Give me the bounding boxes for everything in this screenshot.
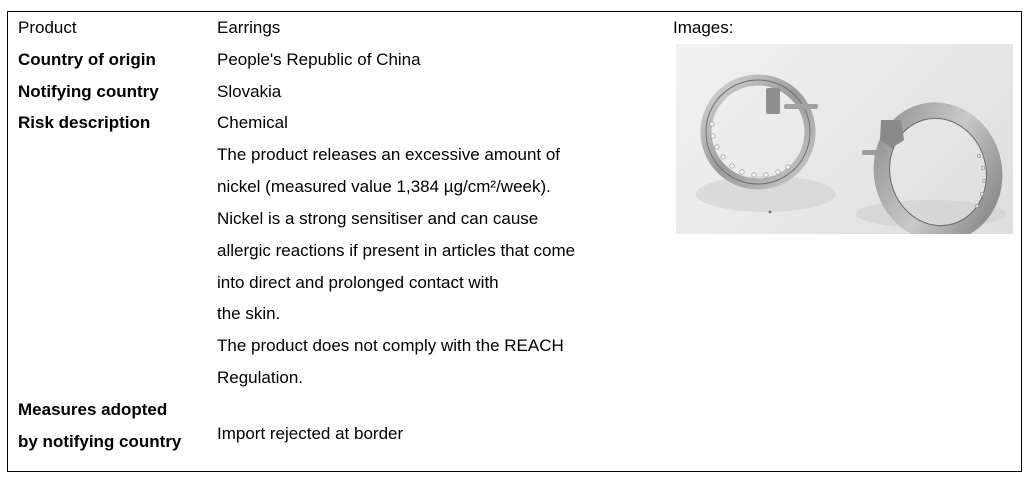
earrings-icon [676,44,1013,234]
risk-line: Nickel is a strong sensitiser and can cause [217,209,539,228]
risk-line: The product releases an excessive amount of [217,145,561,164]
measures-label-line: by notifying country [18,432,182,451]
risk-line: allergic reactions if present in articles that come [217,241,576,260]
images-label: Images: [673,18,734,37]
risk-description-label: Risk description [18,113,151,132]
measures-label-line: Measures adopted [18,400,168,419]
product-value: Earrings [217,18,281,37]
risk-line: nickel (measured value 1,384 µg/cm²/week). [217,177,551,196]
country-of-origin-label: Country of origin [18,50,156,69]
notifying-country-value: Slovakia [217,82,282,101]
country-of-origin-value: People's Republic of China [217,50,421,69]
risk-line: Regulation. [217,368,304,387]
risk-line: The product does not comply with the REACH [217,336,564,355]
risk-line: Chemical [217,113,288,132]
measures-value: Import rejected at border [217,424,404,443]
notifying-country-label: Notifying country [18,82,159,101]
risk-line: into direct and prolonged contact with [217,273,499,292]
risk-line: the skin. [217,304,281,323]
product-label: Product [18,18,77,37]
earrings-photo [676,44,1013,234]
